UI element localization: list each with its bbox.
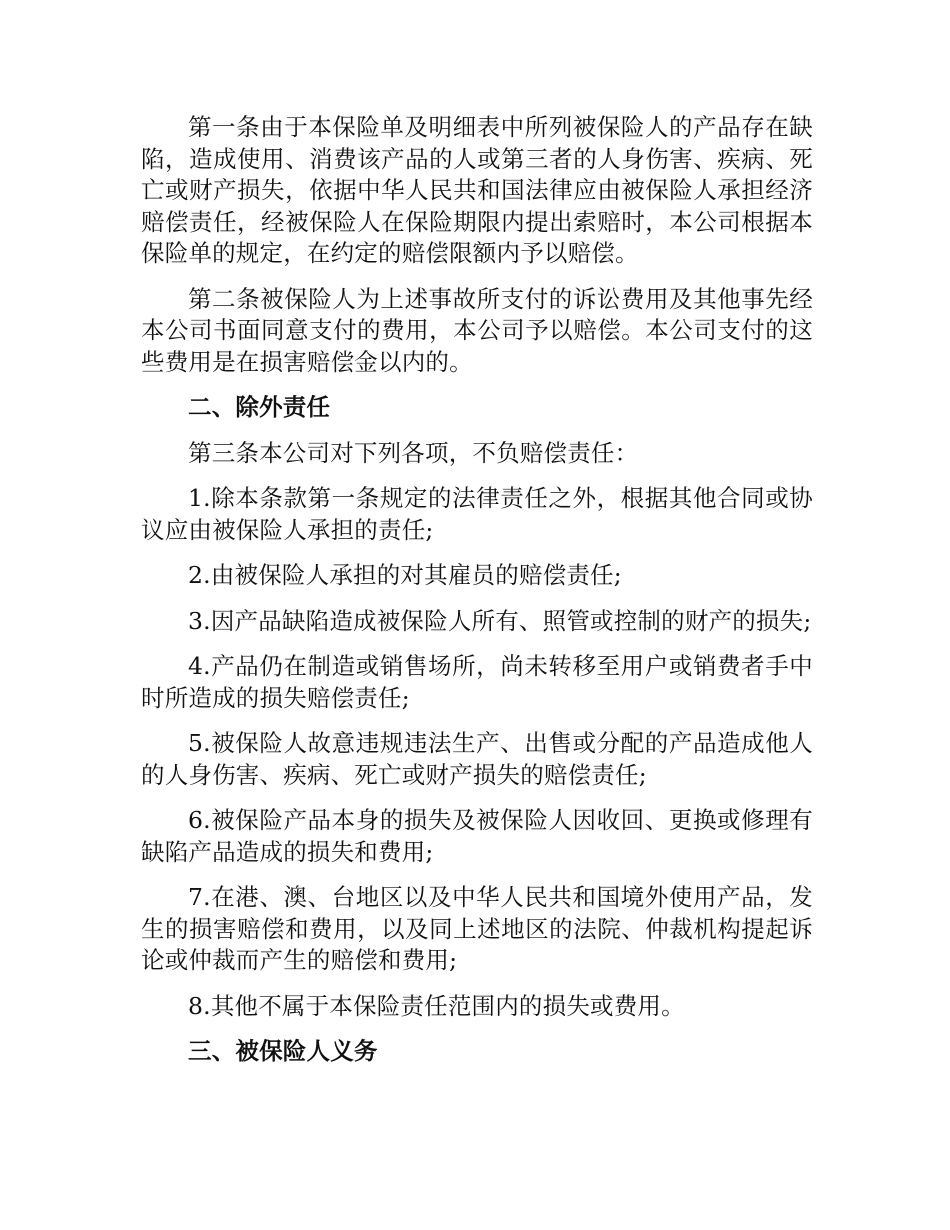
section-heading-insured-obligations: 三、被保险人义务	[188, 1037, 378, 1065]
clause-2-paragraph: 第二条被保险人为上述事故所支付的诉讼费用及其他事先经本公司书面同意支付的费用，本公司予以赔偿。本公司支付的这些费用是在损害赔偿金以内的。	[141, 284, 813, 376]
exclusion-item-1: 1.除本条款第一条规定的法律责任之外，根据其他合同或协议应由被保险人承担的责任;	[141, 484, 813, 544]
exclusion-item-8: 8.其他不属于本保险责任范围内的损失或费用。	[188, 991, 685, 1020]
exclusion-item-4: 4.产品仍在制造或销售场所，尚未转移至用户或销费者手中时所造成的损失赔偿责任;	[141, 652, 813, 712]
exclusion-item-3: 3.因产品缺陷造成被保险人所有、照管或控制的财产的损失;	[188, 606, 812, 635]
exclusion-item-6: 6.被保险产品本身的损失及被保险人因收回、更换或修理有缺陷产品造成的损失和费用;	[141, 806, 813, 866]
document-body	[141, 112, 813, 1082]
section-heading-exclusions: 二、除外责任	[188, 393, 331, 421]
clause-3-paragraph: 第三条本公司对下列各项，不负赔偿责任：	[188, 438, 639, 467]
exclusion-item-5: 5.被保险人故意违规违法生产、出售或分配的产品造成他人的人身伤害、疾病、死亡或财产损失的赔偿责任;	[141, 729, 813, 789]
exclusion-item-2: 2.由被保险人承担的对其雇员的赔偿责任;	[188, 561, 622, 589]
clause-1-paragraph: 第一条由于本保险单及明细表中所列被保险人的产品存在缺陷，造成使用、消费该产品的人或第三者的人身伤害、疾病、死亡或财产损失，依据中华人民共和国法律应由被保险人承担经济赔偿责任，经被保险人在保险期限内提出索赔时，本公司根据本保险单的规定，在约定的赔偿限额内予以赔偿。	[141, 113, 813, 267]
exclusion-item-7: 7.在港、澳、台地区以及中华人民共和国境外使用产品，发生的损害赔偿和费用，以及同上述地区的法院、仲裁机构提起诉论或仲裁而产生的赔偿和费用;	[141, 883, 813, 974]
